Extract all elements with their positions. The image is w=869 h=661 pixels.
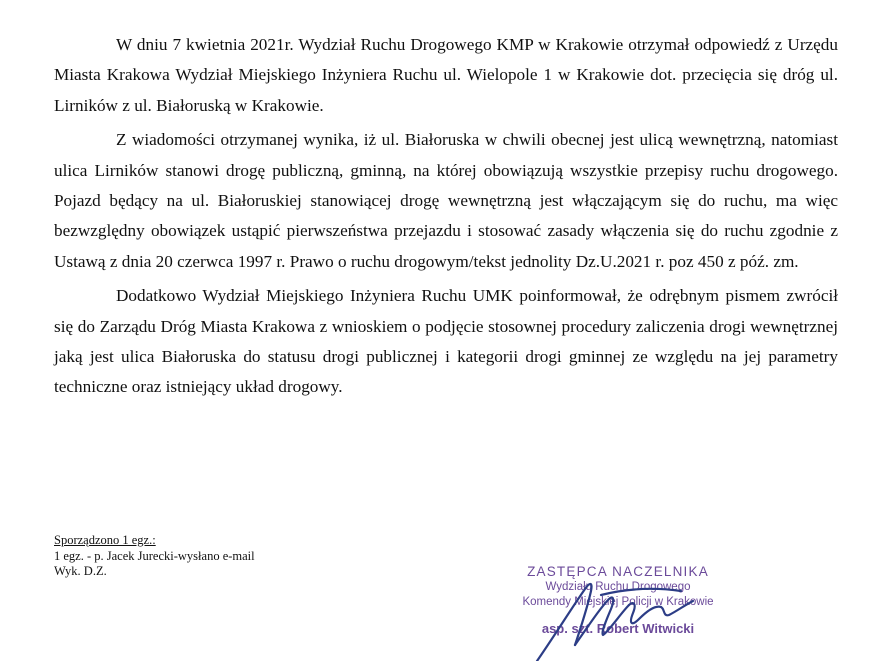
footer-notes	[54, 533, 255, 580]
paragraph-1: W dniu 7 kwietnia 2021r. Wydział Ruchu Drogowego KMP w Krakowie otrzymał odpowiedź z Urzędu Miasta Krakowa Wydział Miejskiego Inżyniera Ruchu ul. Wielopole 1 w Krakowie dot. przecięcia się dróg ul. Lirników z ul. Białoruską w Krakowie.	[54, 35, 838, 115]
letter-body	[54, 30, 838, 407]
copies-title: Sporządzono 1 egz.:	[54, 533, 156, 547]
paragraph-3: Dodatkowo Wydział Miejskiego Inżyniera Ruchu UMK poinformował, że odrębnym pismem zwrócił się do Zarządu Dróg Miasta Krakowa z wnioskiem o podjęcie stosownej procedury zaliczenia drogi wewnętrznej jaką jest ulica Białoruska do statusu drogi publicznej i kategorii drogi gminnej ze względu na jej parametry techniczne oraz istniejący układ drogowy.	[54, 286, 838, 397]
author-line: Wyk. D.Z.	[54, 564, 107, 578]
stamp-department: Wydziału Ruchu Drogowego	[545, 581, 691, 593]
stamp-command: Komendy Miejskiej Policji w Krakowie	[522, 596, 714, 608]
handwritten-signature	[505, 565, 725, 661]
stamp-officer-name: asp. szt. Robert Witwicki	[541, 621, 695, 636]
stamp-title: ZASTĘPCA NACZELNIKA	[527, 564, 709, 579]
copy-distribution-line: 1 egz. - p. Jacek Jurecki-wysłano e-mail	[54, 548, 255, 563]
paragraph-2: Z wiadomości otrzymanej wynika, iż ul. Białoruska w chwili obecnej jest ulicą wewnętrzną, natomiast ulica Lirników stanowi drogę publiczną, gminną, na której obowiązują wszystkie przepisy ruchu drogowego. Pojazd będący na ul. Białoruskiej stanowiącej drogę wewnętrzną jest włączającym się do ruchu, ma więc bezwzględny obowiązek ustąpić pierwszeństwa przejazdu i stosować zasady włączenia się do ruchu zgodnie z Ustawą z dnia 20 czerwca 1997 r. Prawo o ruchu drogowym/tekst jednolity Dz.U.2021 r. poz 450 z póź. zm.	[54, 130, 838, 271]
